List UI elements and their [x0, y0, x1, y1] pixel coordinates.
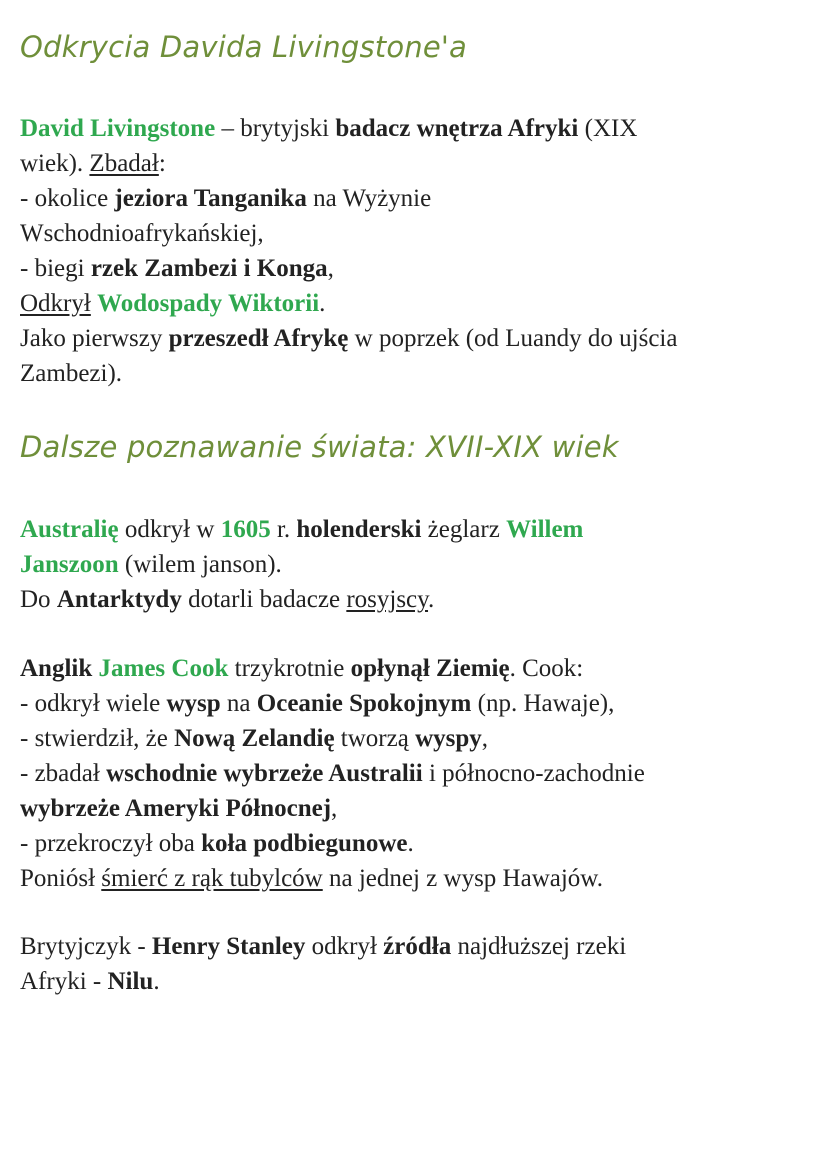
bold-text: jeziora Tanganika	[114, 185, 307, 212]
text-line	[20, 686, 820, 721]
plain-text: Wschodnioafrykańskiej,	[20, 220, 264, 247]
paragraph-stanley	[20, 929, 820, 999]
bold-text: wyspy	[415, 725, 482, 752]
text-line	[20, 826, 820, 861]
bold-text: badacz wnętrza Afryki	[335, 115, 579, 142]
bold-text: źródła	[383, 933, 452, 960]
plain-text: - przekroczył oba	[20, 830, 202, 857]
plain-text: na Wyżynie	[306, 185, 432, 212]
plain-text: (np. Hawaje),	[471, 690, 615, 717]
plain-text: .	[428, 586, 435, 613]
plain-text: w poprzek (od Luandy do ujścia	[348, 325, 678, 352]
plain-text: wiek).	[20, 150, 90, 177]
text-line	[20, 651, 820, 686]
text-line	[20, 547, 820, 582]
underlined-text: Odkrył	[20, 290, 91, 317]
paragraph-livingstone	[20, 111, 820, 391]
plain-text: Afryki -	[20, 968, 108, 995]
heading-exploration: Dalsze poznawanie świata: XVII-XIX wiek	[20, 430, 619, 464]
plain-text: na	[220, 690, 257, 717]
heading-livingstone: Odkrycia Davida Livingstone'a	[20, 30, 468, 64]
bold-text: Anglik	[20, 655, 93, 682]
plain-text: - odkrył wiele	[20, 690, 167, 717]
text-line	[20, 964, 820, 999]
highlighted-term: Wodospady Wiktorii	[97, 290, 320, 317]
plain-text: .	[319, 290, 326, 317]
highlighted-term: 1605	[220, 516, 271, 543]
paragraph-cook	[20, 651, 820, 896]
highlighted-term: Willem	[506, 516, 584, 543]
underlined-text: rosyjscy	[346, 586, 429, 613]
plain-text: odkrył w	[118, 516, 221, 543]
bold-text: wysp	[166, 690, 221, 717]
underlined-text: śmierć z rąk tubylców	[101, 865, 323, 892]
plain-text: i północno-zachodnie	[422, 760, 645, 787]
bold-text: Henry Stanley	[151, 933, 306, 960]
bold-text: Nową Zelandię	[174, 725, 335, 752]
text-line	[20, 756, 820, 791]
plain-text: odkrył	[305, 933, 384, 960]
plain-text: .	[407, 830, 414, 857]
plain-text: - stwierdził, że	[20, 725, 175, 752]
plain-text: dotarli badacze	[181, 586, 347, 613]
text-line	[20, 251, 820, 286]
bold-text: opłynął Ziemię	[350, 655, 510, 682]
bold-text: wschodnie wybrzeże Australii	[106, 760, 423, 787]
plain-text: ,	[327, 255, 334, 282]
text-line	[20, 791, 820, 826]
plain-text: Brytyjczyk -	[20, 933, 152, 960]
bold-text: rzek Zambezi i Konga	[90, 255, 328, 282]
bold-text: Oceanie Spokojnym	[256, 690, 472, 717]
text-line	[20, 181, 820, 216]
text-line	[20, 512, 820, 547]
plain-text: ,	[331, 795, 338, 822]
plain-text: .	[153, 968, 160, 995]
text-line	[20, 582, 820, 617]
plain-text: – brytyjski	[215, 115, 336, 142]
text-line	[20, 146, 820, 181]
paragraph-australia	[20, 512, 820, 617]
plain-text: najdłuższej rzeki	[451, 933, 627, 960]
plain-text: :	[158, 150, 166, 177]
plain-text: Jako pierwszy	[20, 325, 169, 352]
plain-text: . Cook:	[509, 655, 584, 682]
plain-text: ,	[481, 725, 489, 752]
text-line	[20, 721, 820, 756]
text-line	[20, 321, 820, 356]
plain-text: r.	[270, 516, 297, 543]
text-line	[20, 861, 820, 896]
text-line	[20, 929, 820, 964]
text-line	[20, 111, 820, 146]
plain-text: tworzą	[334, 725, 416, 752]
highlighted-term: David Livingstone	[20, 115, 216, 142]
plain-text: (XIX	[578, 115, 638, 142]
plain-text: trzykrotnie	[228, 655, 351, 682]
plain-text: - zbadał	[20, 760, 107, 787]
plain-text: Poniósł	[20, 865, 102, 892]
bold-text: przeszedł Afrykę	[168, 325, 349, 352]
plain-text: - biegi	[20, 255, 91, 282]
bold-text: Antarktydy	[56, 586, 182, 613]
bold-text: wybrzeże Ameryki Północnej	[20, 795, 332, 822]
bold-text: Nilu	[107, 968, 154, 995]
text-line	[20, 286, 820, 321]
plain-text: Do	[20, 586, 57, 613]
plain-text: Zambezi).	[20, 360, 123, 387]
bold-text: holenderski	[296, 516, 422, 543]
plain-text: na jednej z wysp Hawajów.	[322, 865, 603, 892]
text-line	[20, 216, 820, 251]
text-line	[20, 356, 820, 391]
highlighted-term: Australię	[20, 516, 119, 543]
plain-text: - okolice	[20, 185, 115, 212]
plain-text: żeglarz	[421, 516, 507, 543]
underlined-text: Zbadał	[89, 150, 159, 177]
bold-text: koła podbiegunowe	[201, 830, 408, 857]
highlighted-term: James Cook	[98, 655, 229, 682]
highlighted-term: Janszoon	[20, 551, 119, 578]
plain-text: (wilem janson).	[118, 551, 282, 578]
